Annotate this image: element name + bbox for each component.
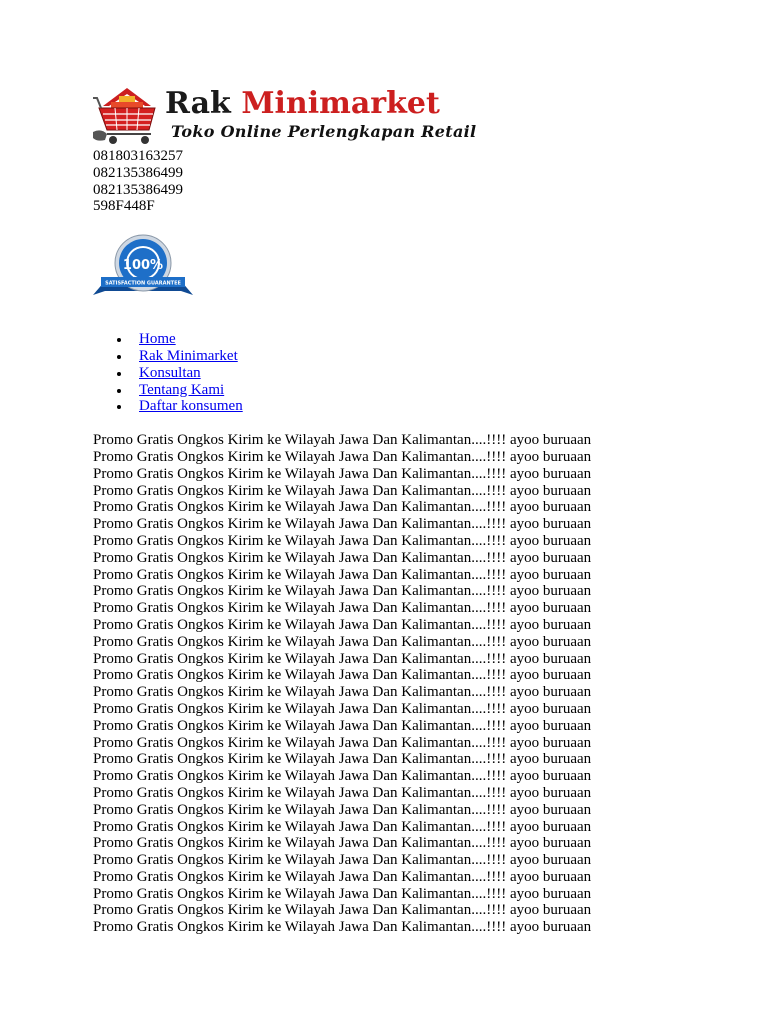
- bullet-icon: [117, 389, 121, 393]
- bullet-icon: [117, 355, 121, 359]
- promo-line: Promo Gratis Ongkos Kirim ke Wilayah Jawa Dan Kalimantan....!!!! ayoo buruaan: [93, 700, 592, 717]
- promo-line: Promo Gratis Ongkos Kirim ke Wilayah Jawa Dan Kalimantan....!!!! ayoo buruaan: [93, 616, 592, 633]
- nav-link-rak-minimarket[interactable]: Rak Minimarket: [139, 347, 238, 364]
- logo-brand-part2: Minimarket: [241, 86, 440, 121]
- promo-line: Promo Gratis Ongkos Kirim ke Wilayah Jawa Dan Kalimantan....!!!! ayoo buruaan: [93, 684, 592, 701]
- promo-line: Promo Gratis Ongkos Kirim ke Wilayah Jawa Dan Kalimantan....!!!! ayoo buruaan: [93, 784, 592, 801]
- promo-line: Promo Gratis Ongkos Kirim ke Wilayah Jawa Dan Kalimantan....!!!! ayoo buruaan: [93, 465, 592, 482]
- promo-line: Promo Gratis Ongkos Kirim ke Wilayah Jawa Dan Kalimantan....!!!! ayoo buruaan: [93, 852, 592, 869]
- promo-line: Promo Gratis Ongkos Kirim ke Wilayah Jawa Dan Kalimantan....!!!! ayoo buruaan: [93, 432, 592, 449]
- promo-line: Promo Gratis Ongkos Kirim ke Wilayah Jawa Dan Kalimantan....!!!! ayoo buruaan: [93, 448, 592, 465]
- logo-brand: [165, 86, 440, 122]
- nav-link-daftar-konsumen[interactable]: Daftar konsumen: [139, 398, 243, 415]
- promo-line: Promo Gratis Ongkos Kirim ke Wilayah Jawa Dan Kalimantan....!!!! ayoo buruaan: [93, 516, 592, 533]
- promo-line: Promo Gratis Ongkos Kirim ke Wilayah Jawa Dan Kalimantan....!!!! ayoo buruaan: [93, 818, 592, 835]
- promo-line: Promo Gratis Ongkos Kirim ke Wilayah Jawa Dan Kalimantan....!!!! ayoo buruaan: [93, 751, 592, 768]
- promo-line: Promo Gratis Ongkos Kirim ke Wilayah Jawa Dan Kalimantan....!!!! ayoo buruaan: [93, 583, 592, 600]
- badge-number: 100%: [122, 258, 164, 274]
- nav-link-konsultan[interactable]: Konsultan: [139, 364, 201, 381]
- promo-line: Promo Gratis Ongkos Kirim ke Wilayah Jawa Dan Kalimantan....!!!! ayoo buruaan: [93, 499, 592, 516]
- logo-tagline: Toko Online Perlengkapan Retail: [171, 122, 477, 141]
- promo-line: Promo Gratis Ongkos Kirim ke Wilayah Jawa Dan Kalimantan....!!!! ayoo buruaan: [93, 549, 592, 566]
- phone-number: 082135386499: [93, 181, 183, 198]
- promo-line: Promo Gratis Ongkos Kirim ke Wilayah Jawa Dan Kalimantan....!!!! ayoo buruaan: [93, 650, 592, 667]
- bullet-icon: [117, 338, 121, 342]
- promo-line: Promo Gratis Ongkos Kirim ke Wilayah Jawa Dan Kalimantan....!!!! ayoo buruaan: [93, 482, 592, 499]
- nav-item-konsultan: [139, 365, 753, 382]
- phone-number: 081803163257: [93, 148, 183, 164]
- bullet-icon: [117, 372, 121, 376]
- promo-line: Promo Gratis Ongkos Kirim ke Wilayah Jawa Dan Kalimantan....!!!! ayoo buruaan: [93, 919, 592, 936]
- page-content: [93, 84, 753, 936]
- promo-line: Promo Gratis Ongkos Kirim ke Wilayah Jawa Dan Kalimantan....!!!! ayoo buruaan: [93, 667, 592, 684]
- shopping-cart-house-icon: [93, 84, 165, 148]
- promo-line: Promo Gratis Ongkos Kirim ke Wilayah Jawa Dan Kalimantan....!!!! ayoo buruaan: [93, 868, 592, 885]
- badge-ribbon-text: SATISFACTION GUARANTEE: [105, 280, 181, 287]
- logo-brand-part1: Rak: [165, 86, 231, 121]
- nav-item-daftar-konsumen: [139, 398, 753, 415]
- site-logo[interactable]: [93, 84, 477, 148]
- promo-line: Promo Gratis Ongkos Kirim ke Wilayah Jawa Dan Kalimantan....!!!! ayoo buruaan: [93, 600, 592, 617]
- promo-line: Promo Gratis Ongkos Kirim ke Wilayah Jawa Dan Kalimantan....!!!! ayoo buruaan: [93, 835, 592, 852]
- nav-item-home: [139, 331, 753, 348]
- promo-line: Promo Gratis Ongkos Kirim ke Wilayah Jawa Dan Kalimantan....!!!! ayoo buruaan: [93, 902, 592, 919]
- nav-item-rak-minimarket: [139, 348, 753, 365]
- promo-line: Promo Gratis Ongkos Kirim ke Wilayah Jawa Dan Kalimantan....!!!! ayoo buruaan: [93, 801, 592, 818]
- satisfaction-guarantee-badge-icon: [93, 233, 193, 305]
- phone-number: 082135386499: [93, 164, 183, 181]
- promo-line: Promo Gratis Ongkos Kirim ke Wilayah Jawa Dan Kalimantan....!!!! ayoo buruaan: [93, 717, 592, 734]
- promo-line: Promo Gratis Ongkos Kirim ke Wilayah Jawa Dan Kalimantan....!!!! ayoo buruaan: [93, 532, 592, 549]
- promo-marquee: [93, 432, 753, 936]
- pin-code: 598F448F: [93, 198, 155, 215]
- promo-line: Promo Gratis Ongkos Kirim ke Wilayah Jawa Dan Kalimantan....!!!! ayoo buruaan: [93, 734, 592, 751]
- nav-item-tentang-kami: [139, 382, 753, 399]
- nav-link-tentang-kami[interactable]: Tentang Kami: [139, 381, 225, 398]
- promo-line: Promo Gratis Ongkos Kirim ke Wilayah Jawa Dan Kalimantan....!!!! ayoo buruaan: [93, 768, 592, 785]
- bullet-icon: [117, 405, 121, 409]
- promo-line: Promo Gratis Ongkos Kirim ke Wilayah Jawa Dan Kalimantan....!!!! ayoo buruaan: [93, 566, 592, 583]
- phone-list: [93, 148, 753, 215]
- promo-line: Promo Gratis Ongkos Kirim ke Wilayah Jawa Dan Kalimantan....!!!! ayoo buruaan: [93, 633, 592, 650]
- promo-line: Promo Gratis Ongkos Kirim ke Wilayah Jawa Dan Kalimantan....!!!! ayoo buruaan: [93, 885, 592, 902]
- main-navigation: [93, 331, 753, 415]
- nav-link-home[interactable]: Home: [139, 331, 176, 348]
